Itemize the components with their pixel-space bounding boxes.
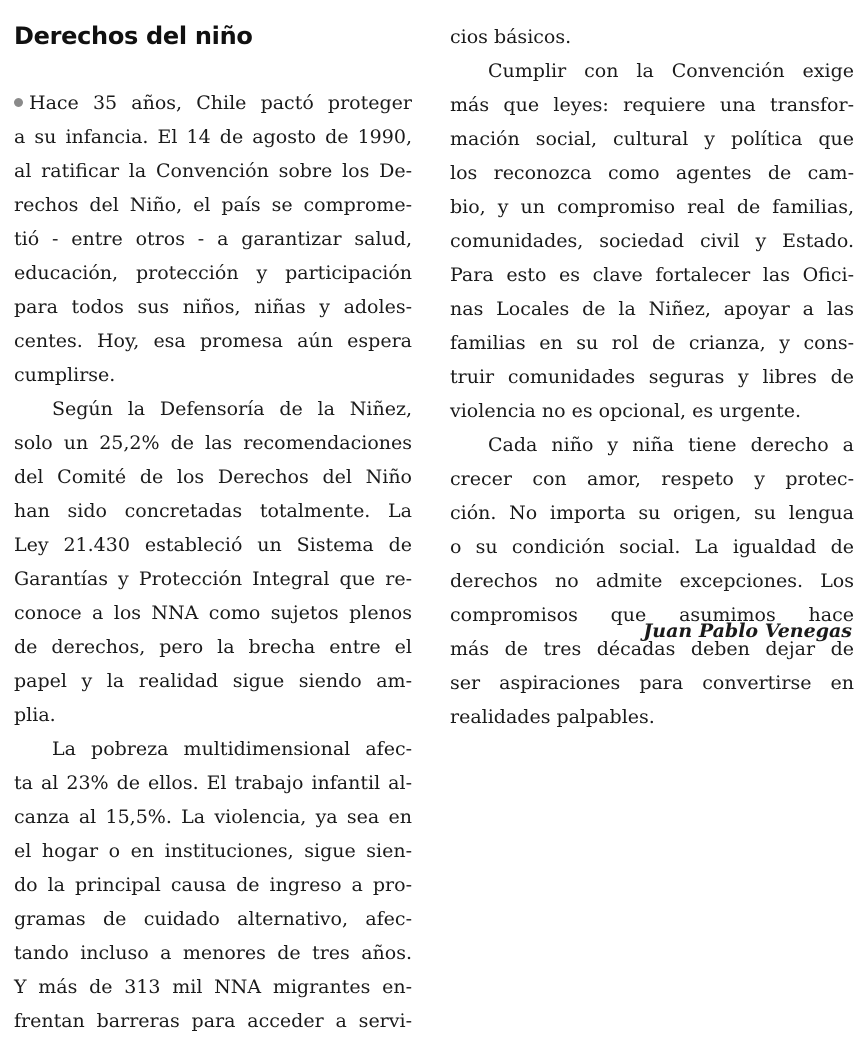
text-line: tando incluso a menores de tres años. bbox=[14, 942, 412, 964]
text-line: plia. bbox=[14, 704, 56, 726]
text-line: para todos sus niños, niñas y adoles- bbox=[14, 296, 412, 318]
text-line: La pobreza multidimensional afec- bbox=[52, 738, 412, 760]
text-line: derechos no admite excepciones. Los bbox=[450, 570, 854, 592]
text-line: el hogar o en instituciones, sigue sien- bbox=[14, 840, 412, 862]
author-signature: Juan Pablo Venegas bbox=[643, 620, 852, 642]
text-line: han sido concretadas totalmente. La bbox=[14, 500, 412, 522]
text-line: cios básicos. bbox=[450, 26, 572, 48]
text-line: más que leyes: requiere una transfor- bbox=[450, 94, 854, 116]
text-line: educación, protección y participación bbox=[14, 262, 412, 284]
text-line: mación social, cultural y política que bbox=[450, 128, 854, 150]
text-line: bio, y un compromiso real de familias, bbox=[450, 196, 854, 218]
text-line: ser aspiraciones para convertirse en bbox=[450, 672, 854, 694]
text-line: al ratificar la Convención sobre los De- bbox=[14, 160, 412, 182]
text-line: Garantías y Protección Integral que re- bbox=[14, 568, 412, 590]
text-line: Cada niño y niña tiene derecho a bbox=[488, 434, 854, 456]
text-line: centes. Hoy, esa promesa aún espera bbox=[14, 330, 412, 352]
text-line: crecer con amor, respeto y protec- bbox=[450, 468, 854, 490]
text-line: de derechos, pero la brecha entre el bbox=[14, 636, 412, 658]
article-title: Derechos del niño bbox=[14, 22, 253, 50]
text-line: ción. No importa su origen, su lengua bbox=[450, 502, 854, 524]
text-line: tió - entre otros - a garantizar salud, bbox=[14, 228, 412, 250]
text-line: Cumplir con la Convención exige bbox=[488, 60, 854, 82]
text-line: Hace 35 años, Chile pactó proteger bbox=[14, 86, 412, 120]
text-line: compromisos que asumimos hace bbox=[450, 604, 854, 626]
text-line: cumplirse. bbox=[14, 364, 116, 386]
text-line: Según la Defensoría de la Niñez, bbox=[52, 398, 412, 420]
text-line: realidades palpables. bbox=[450, 706, 655, 728]
text-line: rechos del Niño, el país se comprome- bbox=[14, 194, 412, 216]
text-line: Ley 21.430 estableció un Sistema de bbox=[14, 534, 412, 556]
text-line: nas Locales de la Niñez, apoyar a las bbox=[450, 298, 854, 320]
text-line: Para esto es clave fortalecer las Ofici- bbox=[450, 264, 854, 286]
text-line: los reconozca como agentes de cam- bbox=[450, 162, 854, 184]
text-line: truir comunidades seguras y libres de bbox=[450, 366, 854, 388]
text-line: ta al 23% de ellos. El trabajo infantil al- bbox=[14, 772, 412, 794]
text-line: solo un 25,2% de las recomendaciones bbox=[14, 432, 412, 454]
text-line: frentan barreras para acceder a servi- bbox=[14, 1010, 412, 1032]
left-column bbox=[14, 86, 412, 1038]
text-line: comunidades, sociedad civil y Estado. bbox=[450, 230, 854, 252]
text-line: a su infancia. El 14 de agosto de 1990, bbox=[14, 126, 412, 148]
text-line: conoce a los NNA como sujetos plenos bbox=[14, 602, 412, 624]
text-line: papel y la realidad sigue siendo am- bbox=[14, 670, 412, 692]
text-line: más de tres décadas deben dejar de bbox=[450, 638, 854, 660]
text-line: Y más de 313 mil NNA migrantes en- bbox=[14, 976, 412, 998]
text-line: gramas de cuidado alternativo, afec- bbox=[14, 908, 412, 930]
text-line: do la principal causa de ingreso a pro- bbox=[14, 874, 412, 896]
text-line: violencia no es opcional, es urgente. bbox=[450, 400, 802, 422]
text-line: canza al 15,5%. La violencia, ya sea en bbox=[14, 806, 412, 828]
text-line: o su condición social. La igualdad de bbox=[450, 536, 854, 558]
bullet-icon bbox=[14, 98, 23, 107]
text-line: familias en su rol de crianza, y cons- bbox=[450, 332, 854, 354]
text-line: del Comité de los Derechos del Niño bbox=[14, 466, 412, 488]
